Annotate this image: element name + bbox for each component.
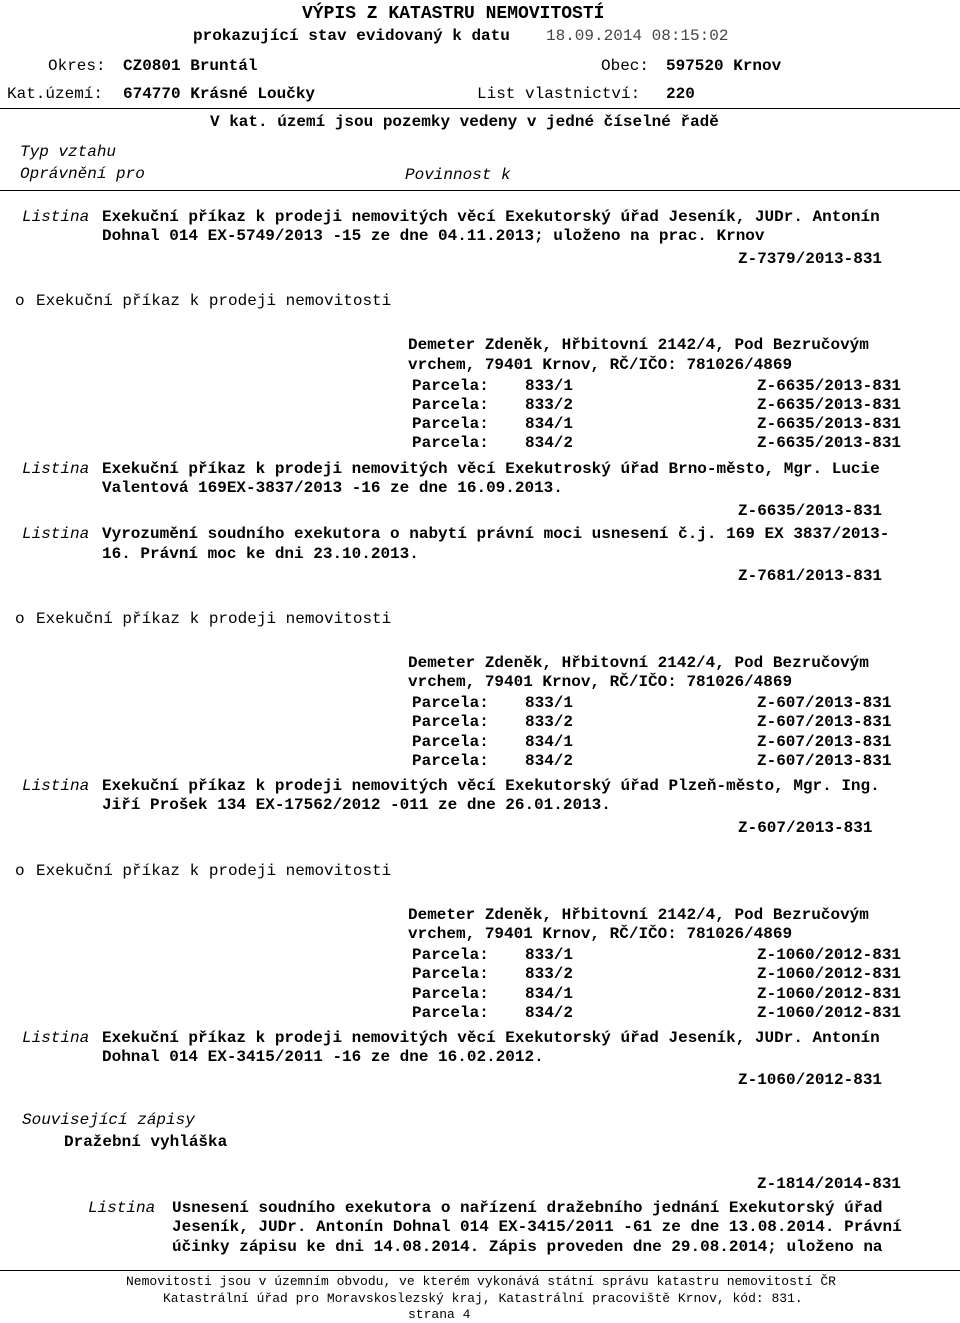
parcela-ref: Z-1060/2012-831 — [757, 985, 902, 1003]
related-text: Jeseník, JUDr. Antonín Dohnal 014 EX-3415/2011 -61 ze dne 13.08.2014. Právní — [172, 1218, 902, 1236]
listina-text: Exekuční příkaz k prodeji nemovitých věcí Exekutorský úřad Plzeň-město, Mgr. Ing. — [102, 777, 880, 795]
parcela-ref: Z-1060/2012-831 — [757, 965, 902, 983]
okres-label: Okres: — [48, 57, 106, 75]
parcela-label: Parcela: — [412, 396, 489, 414]
list-label: List vlastnictví: — [477, 85, 641, 103]
listina-text: Jiří Prošek 134 EX-17562/2012 -011 ze dne 26.01.2013. — [102, 796, 611, 814]
listina-text: Dohnal 014 EX-3415/2011 -16 ze dne 16.02.2012. — [102, 1048, 544, 1066]
parcela-number: 834/1 — [525, 733, 574, 751]
parcela-label: Parcela: — [412, 985, 489, 1003]
bullet-icon: o — [15, 610, 25, 628]
parcela-number: 833/1 — [525, 946, 574, 964]
entry-title: Exekuční příkaz k prodeji nemovitosti — [36, 610, 392, 628]
listina-label: Listina — [88, 1199, 156, 1217]
listina-text: Vyrozumění soudního exekutora o nabytí právní moci usnesení č.j. 169 EX 3837/2013- — [102, 525, 890, 543]
subtitle-date: 18.09.2014 08:15:02 — [546, 27, 729, 45]
listina-ref: Z-1060/2012-831 — [738, 1071, 883, 1089]
listina-ref: Z-7379/2013-831 — [738, 250, 883, 268]
col-opravneni-pro: Oprávnění pro — [20, 165, 145, 183]
page-title: VÝPIS Z KATASTRU NEMOVITOSTÍ — [302, 4, 605, 24]
parcela-number: 834/1 — [525, 415, 574, 433]
listina-ref: Z-6635/2013-831 — [738, 502, 883, 520]
related-item: Dražební vyhláška — [64, 1133, 228, 1151]
listina-ref: Z-7681/2013-831 — [738, 567, 883, 585]
parcela-ref: Z-607/2013-831 — [757, 752, 892, 770]
parcela-ref: Z-607/2013-831 — [757, 733, 892, 751]
parcela-number: 833/2 — [525, 713, 574, 731]
listina-text: 16. Právní moc ke dni 23.10.2013. — [102, 545, 419, 563]
subtitle-label: prokazující stav evidovaný k datu — [193, 27, 510, 45]
related-ref: Z-1814/2014-831 — [757, 1175, 902, 1193]
parcela-label: Parcela: — [412, 377, 489, 395]
listina-label: Listina — [22, 777, 90, 795]
related-text: Usnesení soudního exekutora o nařízení dražebního jednání Exekutorský úřad — [172, 1199, 883, 1217]
okres-value: CZ0801 Bruntál — [123, 57, 258, 75]
listina-text: Dohnal 014 EX-5749/2013 -15 ze dne 04.11.2013; uloženo na prac. Krnov — [102, 227, 765, 245]
parcela-number: 833/2 — [525, 965, 574, 983]
related-text: účinky zápisu ke dni 14.08.2014. Zápis proveden dne 29.08.2014; uloženo na — [172, 1238, 883, 1256]
obec-value: 597520 Krnov — [666, 57, 782, 75]
listina-ref: Z-607/2013-831 — [738, 819, 873, 837]
parcela-number: 834/1 — [525, 985, 574, 1003]
katuzemi-value: 674770 Krásné Loučky — [123, 85, 316, 103]
footer-line: Katastrální úřad pro Moravskoslezský kraj, Katastrální pracoviště Krnov, kód: 831. — [163, 1291, 803, 1306]
parcela-ref: Z-6635/2013-831 — [757, 434, 902, 452]
parcela-label: Parcela: — [412, 965, 489, 983]
parcela-label: Parcela: — [412, 1004, 489, 1022]
list-value: 220 — [666, 85, 695, 103]
obec-label: Obec: — [601, 57, 650, 75]
listina-text: Valentová 169EX-3837/2013 -16 ze dne 16.09.2013. — [102, 479, 563, 497]
person-line: Demeter Zdeněk, Hřbitovní 2142/4, Pod Bezručovým — [408, 654, 869, 672]
parcela-ref: Z-607/2013-831 — [757, 713, 892, 731]
parcela-number: 833/1 — [525, 377, 574, 395]
listina-text: Exekuční příkaz k prodeji nemovitých věcí Exekutorský úřad Jeseník, JUDr. Antonín — [102, 1029, 880, 1047]
listina-text: Exekuční příkaz k prodeji nemovitých věcí Exekutorský úřad Jeseník, JUDr. Antonín — [102, 208, 880, 226]
col-typ-vztahu: Typ vztahu — [20, 143, 117, 161]
person-line: vrchem, 79401 Krnov, RČ/IČO: 781026/4869 — [408, 356, 793, 374]
parcela-label: Parcela: — [412, 694, 489, 712]
entry-title: Exekuční příkaz k prodeji nemovitosti — [36, 292, 392, 310]
listina-label: Listina — [22, 1029, 90, 1047]
parcela-ref: Z-6635/2013-831 — [757, 396, 902, 414]
bullet-icon: o — [15, 292, 25, 310]
parcela-label: Parcela: — [412, 434, 489, 452]
bullet-icon: o — [15, 862, 25, 880]
entry-title: Exekuční příkaz k prodeji nemovitosti — [36, 862, 392, 880]
parcela-ref: Z-1060/2012-831 — [757, 1004, 902, 1022]
footer-line: Nemovitosti jsou v územním obvodu, ve kterém vykonává státní správu katastru nemovitostí ČR — [126, 1274, 836, 1289]
parcela-number: 834/2 — [525, 1004, 574, 1022]
col-povinnost-k: Povinnost k — [405, 166, 511, 184]
parcela-label: Parcela: — [412, 415, 489, 433]
person-line: Demeter Zdeněk, Hřbitovní 2142/4, Pod Bezručovým — [408, 906, 869, 924]
related-title: Související zápisy — [22, 1111, 195, 1129]
columns-rule — [0, 190, 960, 191]
area-note: V kat. území jsou pozemky vedeny v jedné číselné řadě — [210, 113, 719, 131]
parcela-ref: Z-1060/2012-831 — [757, 946, 902, 964]
parcela-label: Parcela: — [412, 713, 489, 731]
header-rule — [0, 108, 960, 109]
katuzemi-label: Kat.území: — [7, 85, 104, 103]
parcela-number: 834/2 — [525, 752, 574, 770]
parcela-ref: Z-6635/2013-831 — [757, 377, 902, 395]
footer-rule — [0, 1270, 960, 1271]
person-line: vrchem, 79401 Krnov, RČ/IČO: 781026/4869 — [408, 925, 793, 943]
parcela-number: 833/2 — [525, 396, 574, 414]
listina-text: Exekuční příkaz k prodeji nemovitých věcí Exekutroský úřad Brno-město, Mgr. Lucie — [102, 460, 880, 478]
page-number: strana 4 — [408, 1307, 471, 1322]
parcela-label: Parcela: — [412, 752, 489, 770]
listina-label: Listina — [22, 208, 90, 226]
listina-label: Listina — [22, 525, 90, 543]
parcela-label: Parcela: — [412, 946, 489, 964]
listina-label: Listina — [22, 460, 90, 478]
parcela-number: 834/2 — [525, 434, 574, 452]
person-line: vrchem, 79401 Krnov, RČ/IČO: 781026/4869 — [408, 673, 793, 691]
parcela-number: 833/1 — [525, 694, 574, 712]
parcela-label: Parcela: — [412, 733, 489, 751]
person-line: Demeter Zdeněk, Hřbitovní 2142/4, Pod Bezručovým — [408, 336, 869, 354]
parcela-ref: Z-6635/2013-831 — [757, 415, 902, 433]
parcela-ref: Z-607/2013-831 — [757, 694, 892, 712]
